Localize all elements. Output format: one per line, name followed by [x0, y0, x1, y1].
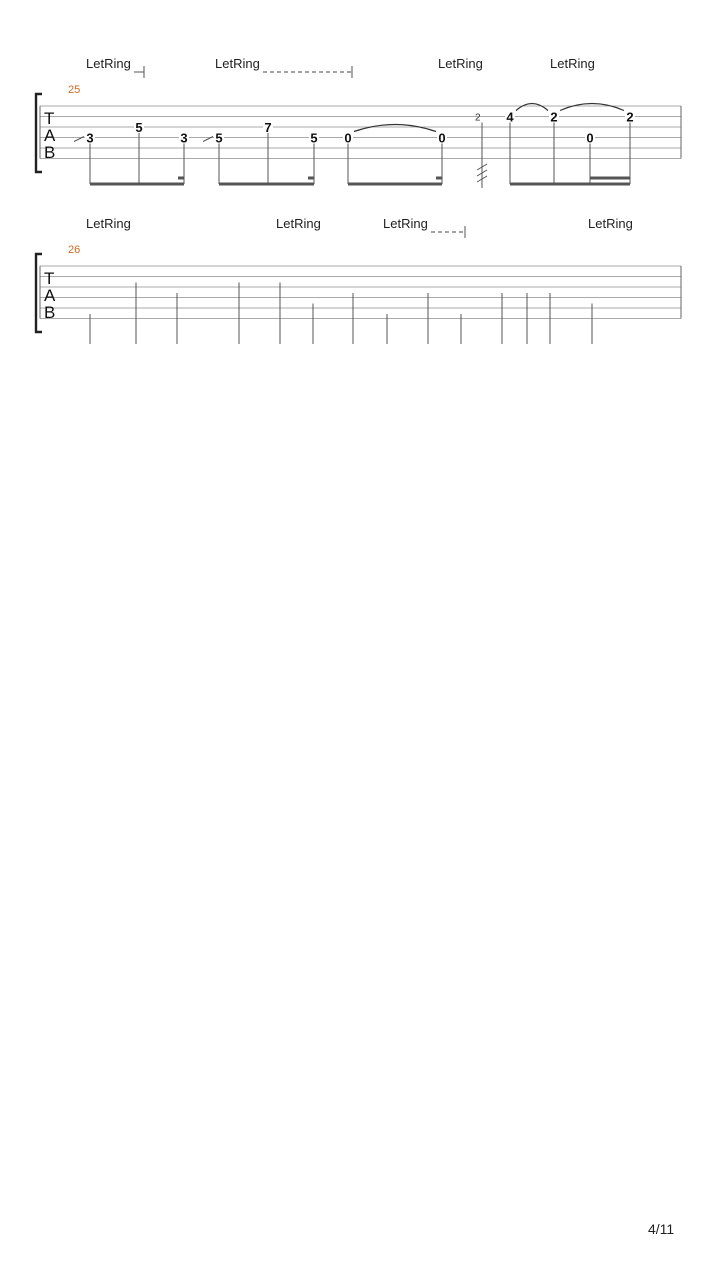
let-ring-label: LetRing [86, 56, 131, 71]
page-number: 4/11 [648, 1221, 675, 1237]
fret-number: 5 [135, 120, 143, 135]
measure-number: 25 [68, 84, 81, 96]
tab-clef-letter: A [44, 286, 56, 305]
fret-number: 4 [506, 109, 514, 125]
system-25 [36, 56, 681, 188]
fret-number: 3 [180, 130, 188, 146]
fret-number: 3 [86, 130, 94, 146]
fret-number: 7 [264, 120, 272, 135]
fret-number: 2 [550, 109, 558, 125]
fret-number: 5 [310, 130, 318, 146]
let-ring-label: LetRing [276, 216, 321, 231]
tab-clef-letter: T [44, 109, 55, 128]
tab-clef-letter: A [44, 126, 56, 145]
let-ring-label: LetRing [588, 216, 633, 231]
tab-clef-letter: B [44, 303, 56, 322]
measure-number: 26 [68, 244, 81, 256]
system-26 [36, 216, 681, 344]
fret-number: 5 [215, 130, 223, 146]
note-tie [560, 104, 624, 111]
let-ring-label: LetRing [215, 56, 260, 71]
fret-number: 0 [344, 130, 352, 146]
let-ring-label: LetRing [383, 216, 428, 231]
let-ring-label: LetRing [438, 56, 483, 71]
let-ring-label: LetRing [86, 216, 131, 231]
tab-clef-letter: B [44, 143, 56, 162]
note-tie [354, 125, 436, 132]
fret-number: 2 [626, 109, 634, 125]
tab-clef-letter: T [44, 269, 55, 288]
note-tie [516, 104, 548, 111]
fret-number: 0 [438, 130, 446, 146]
fret-number: 0 [586, 130, 594, 146]
grace-note: 2 [475, 112, 481, 124]
let-ring-label: LetRing [550, 56, 595, 71]
